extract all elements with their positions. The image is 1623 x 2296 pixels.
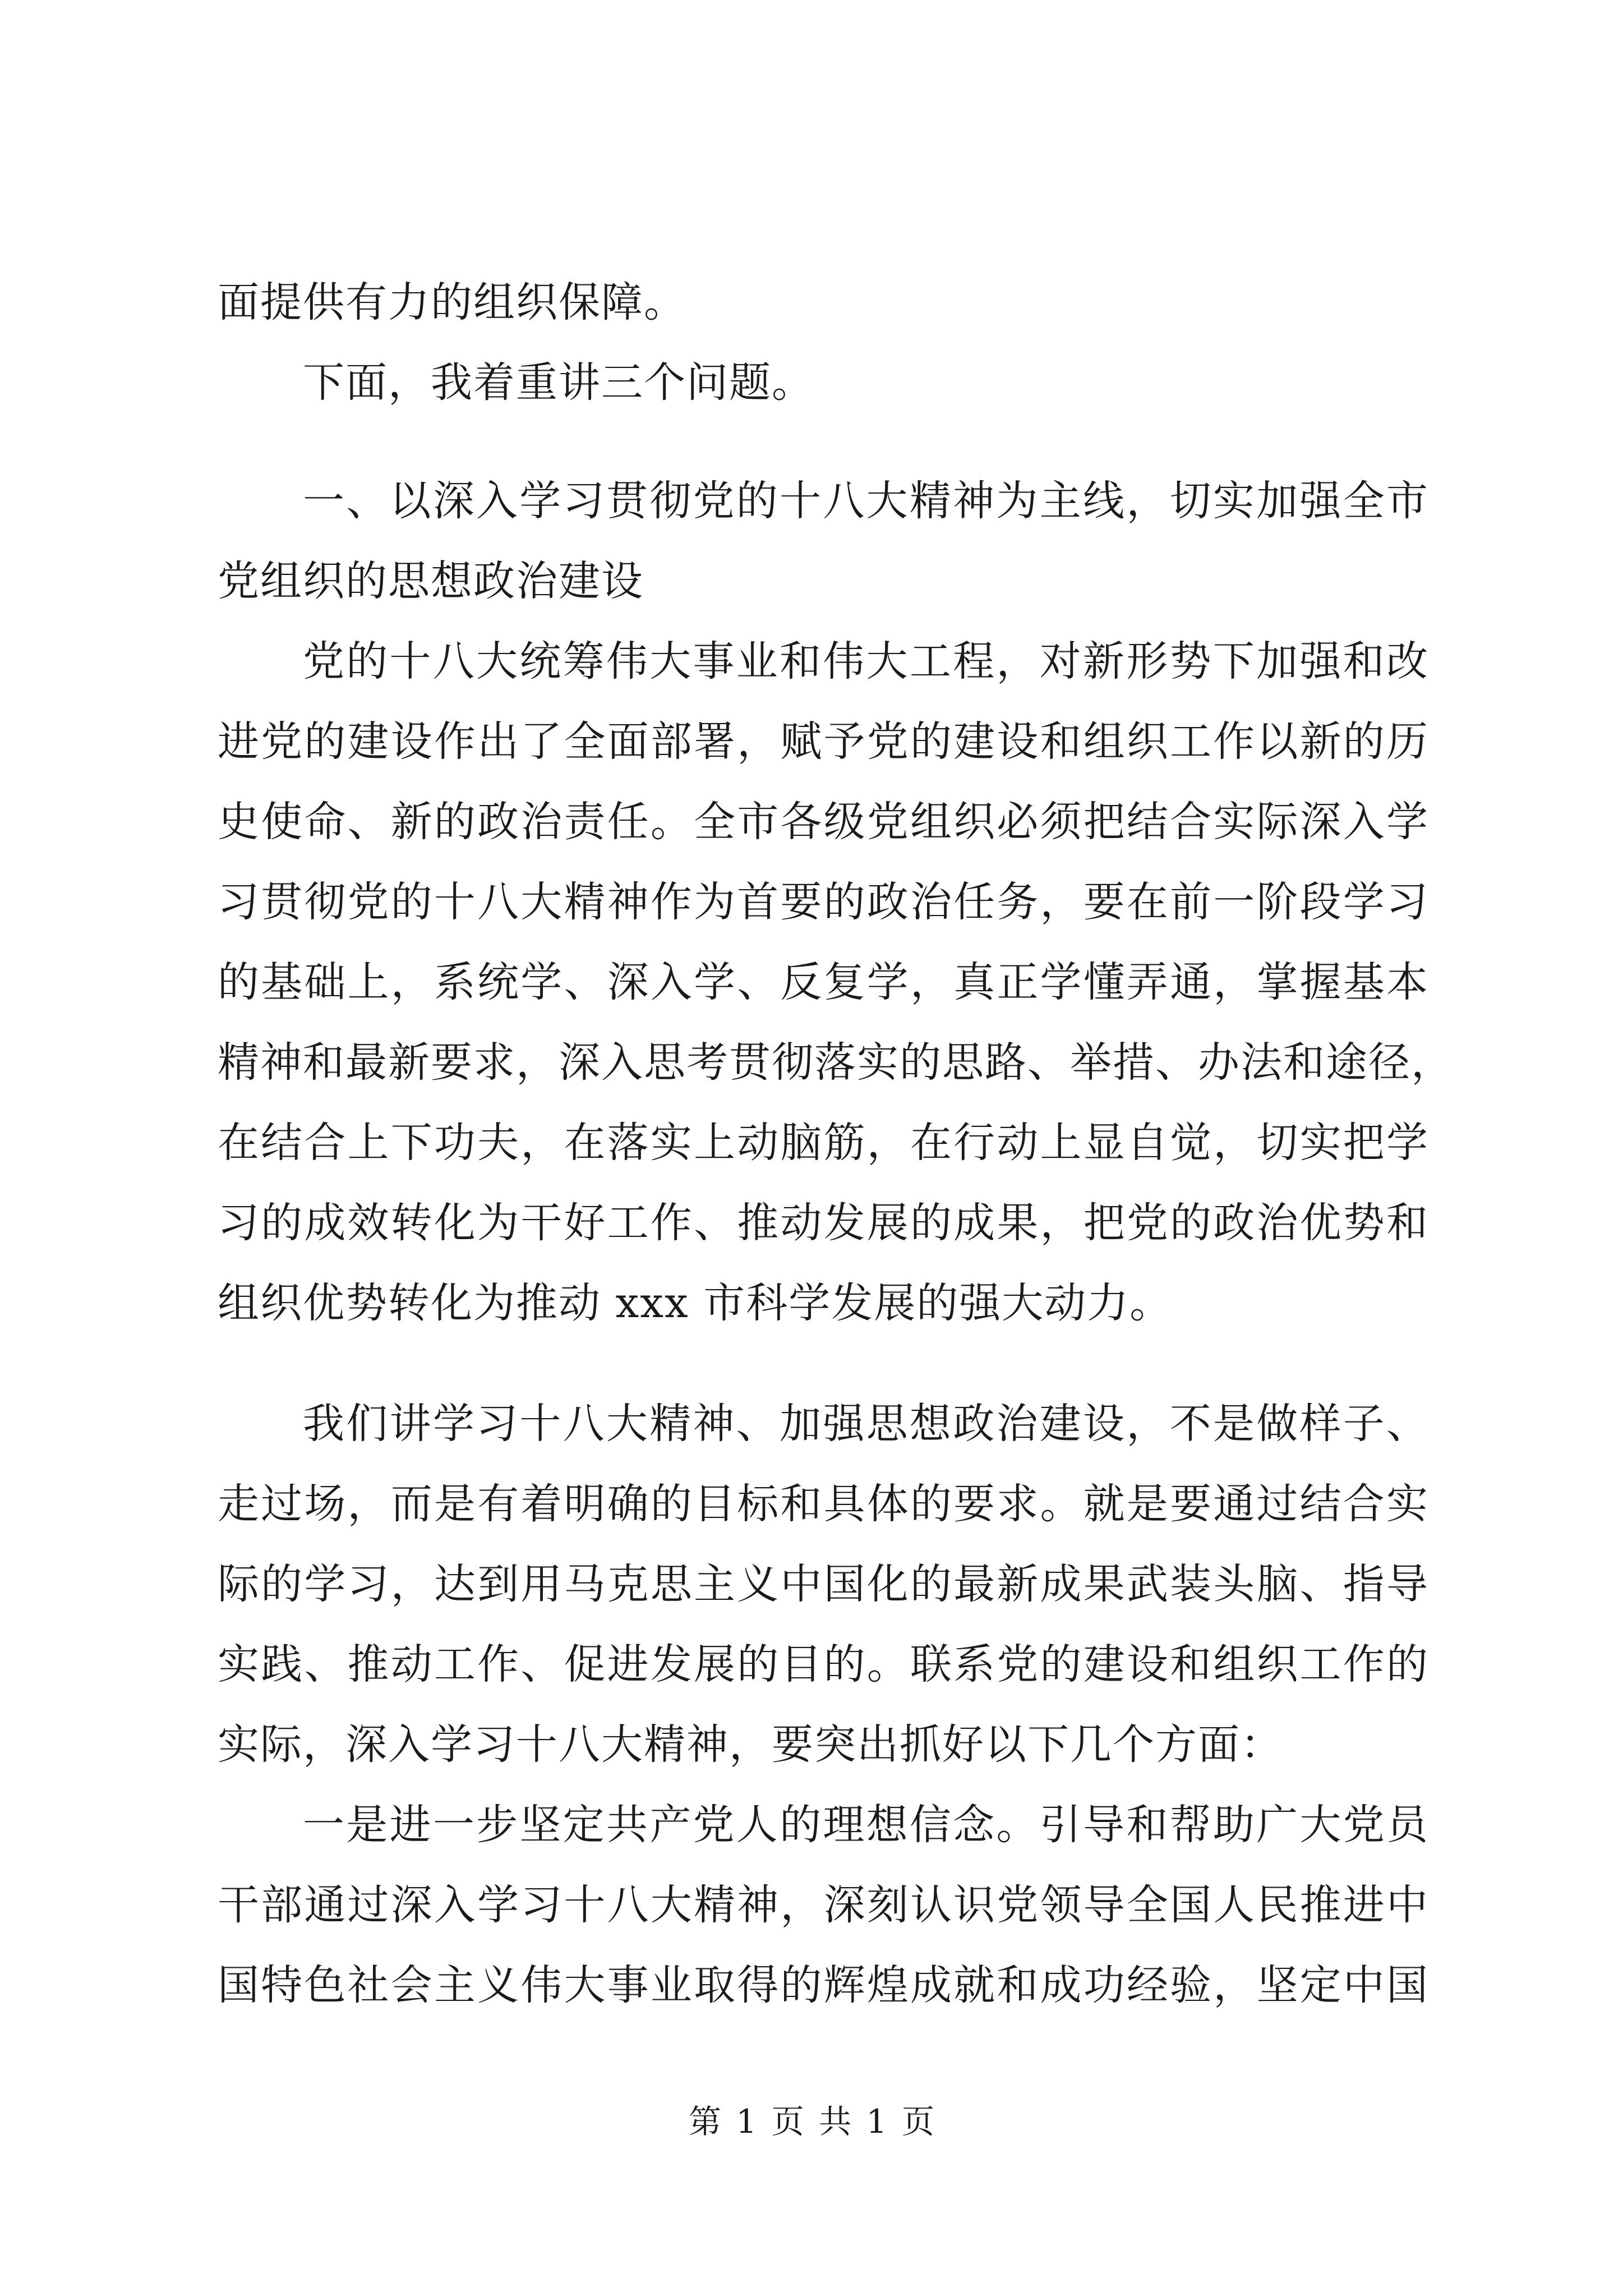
section-heading-line: 一、以深入学习贯彻党的十八大精神为主线，切实加强全市	[303, 477, 1429, 525]
text-line: 史使命、新的政治责任。全市各级党组织必须把结合实际深入学	[218, 798, 1429, 846]
text-line: 际的学习，达到用马克思主义中国化的最新成果武装头脑、指导	[218, 1560, 1429, 1608]
text-line: 精神和最新要求，深入思考贯彻落实的思路、举措、办法和途径，	[218, 1038, 1454, 1087]
text-line: 面提供有力的组织保障。	[218, 278, 686, 326]
text-line: 习贯彻党的十八大精神作为首要的政治任务，要在前一阶段学习	[218, 878, 1429, 926]
text-line: 习的成效转化为干好工作、推动发展的成果，把党的政治优势和	[218, 1199, 1429, 1247]
text-line: 走过场，而是有着明确的目标和具体的要求。就是要通过结合实	[218, 1480, 1429, 1528]
text-line: 在结合上下功夫，在落实上动脑筋，在行动上显自觉，切实把学	[218, 1119, 1429, 1167]
section-heading-line: 党组织的思想政治建设	[218, 557, 644, 605]
text-line: 干部通过深入学习十八大精神，深刻认识党领导全国人民推进中	[218, 1881, 1429, 1929]
text-line: 我们讲学习十八大精神、加强思想政治建设，不是做样子、	[303, 1400, 1429, 1448]
text-line: 进党的建设作出了全面部署，赋予党的建设和组织工作以新的历	[218, 717, 1429, 766]
text-line: 一是进一步坚定共产党人的理想信念。引导和帮助广大党员	[303, 1801, 1429, 1849]
text-line: 下面，我着重讲三个问题。	[303, 358, 814, 407]
text-line: 的基础上，系统学、深入学、反复学，真正学懂弄通，掌握基本	[218, 958, 1429, 1006]
text-line: 组织优势转化为推动 xxx 市科学发展的强大动力。	[218, 1279, 1173, 1327]
text-line: 实践、推动工作、促进发展的目的。联系党的建设和组织工作的	[218, 1640, 1429, 1688]
text-line: 国特色社会主义伟大事业取得的辉煌成就和成功经验，坚定中国	[218, 1961, 1429, 2009]
page-number-footer: 第 1 页 共 1 页	[689, 2102, 934, 2141]
text-line: 党的十八大统筹伟大事业和伟大工程，对新形势下加强和改	[303, 637, 1429, 685]
text-line: 实际，深入学习十八大精神，要突出抓好以下几个方面：	[218, 1720, 1283, 1769]
